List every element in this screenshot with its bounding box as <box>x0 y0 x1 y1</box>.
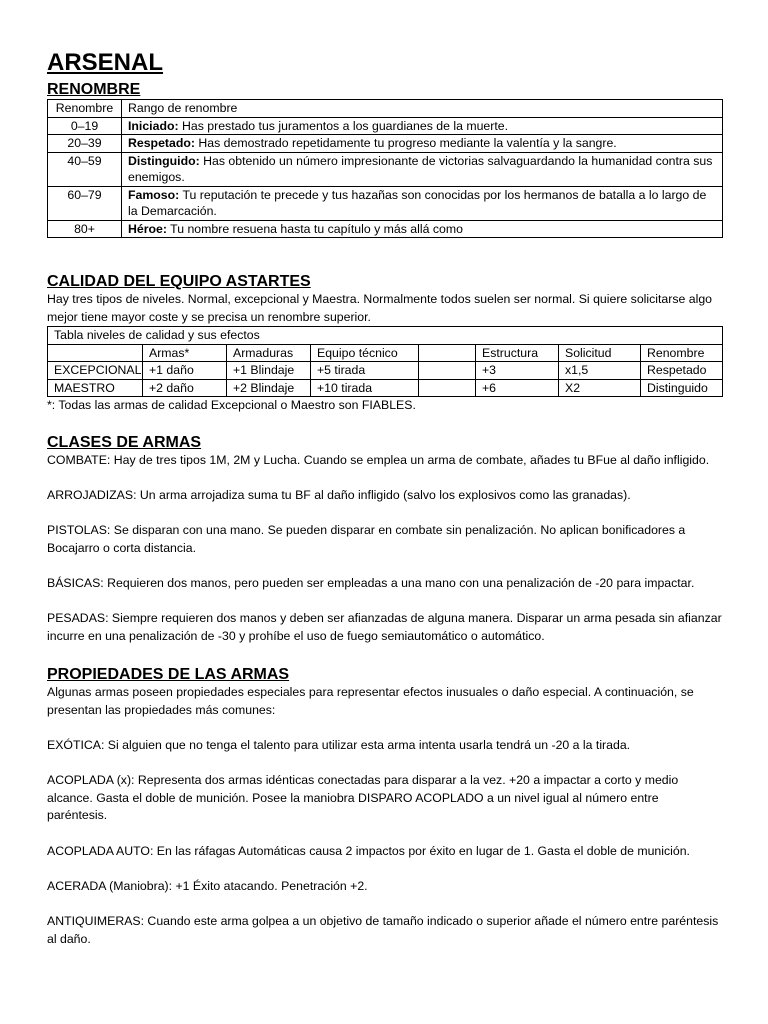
propiedad-acoplada: ACOPLADA (x): Representa dos armas idénticas conectadas para disparar a la vez. +20 a impactar a corto y medio alcance. Gasta el doble de munición. Posee la maniobra DISPARO ACOPLADO a un nivel igual al número entre paréntesis. <box>47 773 679 823</box>
page-title: ARSENAL <box>47 49 164 76</box>
spacer <box>47 415 722 433</box>
table-cell <box>419 362 476 380</box>
renombre-range: 40–59 <box>48 152 122 186</box>
table-cell: MAESTRO <box>48 379 143 397</box>
column-header <box>48 344 143 362</box>
column-header: Estructura <box>476 344 559 362</box>
calidad-intro: Hay tres tipos de niveles. Normal, excepcional y Maestra. Normalmente todos suelen ser normal. Si quiere solicitarse algo mejor tiene mayor coste y se precisa un renombre superior. <box>47 292 713 324</box>
renombre-rank-cell <box>122 152 723 186</box>
renombre-range: 80+ <box>48 220 122 238</box>
table-row <box>48 117 723 135</box>
table-cell: +2 daño <box>143 379 227 397</box>
column-header <box>419 344 476 362</box>
table-cell: +6 <box>476 379 559 397</box>
spacer <box>47 469 722 487</box>
rank-name: Famoso: <box>128 187 180 202</box>
spacer <box>47 557 722 575</box>
document-content <box>47 48 722 948</box>
propiedad-exotica: EXÓTICA: Si alguien que no tenga el talento para utilizar esta arma intenta usarla tendrá un -20 a la tirada. <box>47 738 631 753</box>
table-cell: Respetado <box>641 362 723 380</box>
calidad-table <box>47 326 723 397</box>
spacer <box>47 825 722 843</box>
spacer <box>47 720 722 738</box>
table-cell: X2 <box>559 379 641 397</box>
renombre-rank-cell <box>122 135 723 153</box>
table-cell: Distinguido <box>641 379 723 397</box>
rank-description: Has prestado tus juramentos a los guardianes de la muerte. <box>181 118 509 133</box>
table-row <box>48 135 723 153</box>
clase-combate: COMBATE: Hay de tres tipos 1M, 2M y Lucha. Cuando se emplea un arma de combate, añades tu BFue al daño infligido. <box>47 452 710 467</box>
propiedad-antiquimeras: ANTIQUIMERAS: Cuando este arma golpea a un objetivo de tamaño indicado o superior añade el número entre paréntesis al daño. <box>47 914 719 946</box>
column-header: Armaduras <box>227 344 311 362</box>
propiedades-heading: PROPIEDADES DE LAS ARMAS <box>47 666 290 684</box>
rank-description: Tu nombre resuena hasta tu capítulo y más allá como <box>170 221 463 236</box>
spacer <box>47 860 722 878</box>
renombre-range: 0–19 <box>48 117 122 135</box>
table-cell: EXCEPCIONAL <box>48 362 143 380</box>
table-caption-row <box>48 327 723 345</box>
spacer <box>47 645 722 665</box>
clase-pesadas: PESADAS: Siempre requieren dos manos y deben ser afianzadas de alguna manera. Disparar un arma pesada sin afianzar incurre en una penalización de -30 y prohíbe el uso de fuego semiautomático o automático. <box>47 611 722 643</box>
column-header: Equipo técnico <box>311 344 419 362</box>
rank-description: Tu reputación te precede y tus hazañas son conocidas por los hermanos de batalla a lo largo de la Demarcación. <box>128 187 707 218</box>
table-cell: +3 <box>476 362 559 380</box>
table-cell: +1 Blindaje <box>227 362 311 380</box>
column-header: Renombre <box>641 344 723 362</box>
renombre-rank-cell <box>122 117 723 135</box>
spacer <box>47 238 722 272</box>
clases-heading: CLASES DE ARMAS <box>47 433 202 451</box>
table-cell: +2 Blindaje <box>227 379 311 397</box>
renombre-range: 60–79 <box>48 186 122 220</box>
table-row <box>48 220 723 238</box>
renombre-heading: RENOMBRE <box>47 81 141 98</box>
renombre-table <box>47 99 723 238</box>
renombre-rank-cell <box>122 186 723 220</box>
table-cell: +10 tirada <box>311 379 419 397</box>
spacer <box>47 593 722 611</box>
calidad-footnote: *: Todas las armas de calidad Excepcional o Maestro son FIABLES. <box>47 398 416 413</box>
rango-col-header: Rango de renombre <box>122 100 723 118</box>
propiedad-acerada: ACERADA (Maniobra): +1 Éxito atacando. Penetración +2. <box>47 878 368 893</box>
table-cell: x1,5 <box>559 362 641 380</box>
renombre-rank-cell <box>122 220 723 238</box>
calidad-heading: CALIDAD DEL EQUIPO ASTARTES <box>47 273 311 290</box>
table-cell: +5 tirada <box>311 362 419 380</box>
table-row <box>48 152 723 186</box>
clase-arrojadizas: ARROJADIZAS: Un arma arrojadiza suma tu BF al daño infligido (salvo los explosivos como las granadas). <box>47 487 631 502</box>
spacer <box>47 755 722 773</box>
rank-name: Distinguido: <box>128 153 200 168</box>
table-row <box>48 186 723 220</box>
spacer <box>47 895 722 913</box>
table-row <box>48 362 723 380</box>
table-header-row <box>48 344 723 362</box>
table-caption: Tabla niveles de calidad y sus efectos <box>48 327 723 345</box>
rank-name: Iniciado: <box>128 118 179 133</box>
clase-pistolas: PISTOLAS: Se disparan con una mano. Se pueden disparar en combate sin penalización. No aplican bonificadores a Bocajarro o corta distancia. <box>47 523 686 555</box>
table-header-row <box>48 100 723 118</box>
rank-name: Respetado: <box>128 136 195 150</box>
rank-description: Has obtenido un número impresionante de victorias salvaguardando la humanidad contra sus enemigos. <box>128 153 713 184</box>
propiedad-acoplada-auto: ACOPLADA AUTO: En las ráfagas Automáticas causa 2 impactos por éxito en lugar de 1. Gasta el doble de munición. <box>47 843 690 858</box>
table-row <box>48 379 723 397</box>
renombre-col-header: Renombre <box>48 100 122 118</box>
table-cell: +1 daño <box>143 362 227 380</box>
table-cell <box>419 379 476 397</box>
clase-basicas: BÁSICAS: Requieren dos manos, pero pueden ser empleadas a una mano con una penalización de -20 para impactar. <box>47 575 695 590</box>
column-header: Armas* <box>143 344 227 362</box>
rank-name: Héroe: <box>128 221 167 236</box>
renombre-range: 20–39 <box>48 135 122 153</box>
propiedades-intro: Algunas armas poseen propiedades especiales para representar efectos inusuales o daño especial. A continuación, se presentan las propiedades más comunes: <box>47 685 694 717</box>
column-header: Solicitud <box>559 344 641 362</box>
spacer <box>47 505 722 523</box>
rank-description: Has demostrado repetidamente tu progreso mediante la valentía y la sangre. <box>198 136 617 150</box>
